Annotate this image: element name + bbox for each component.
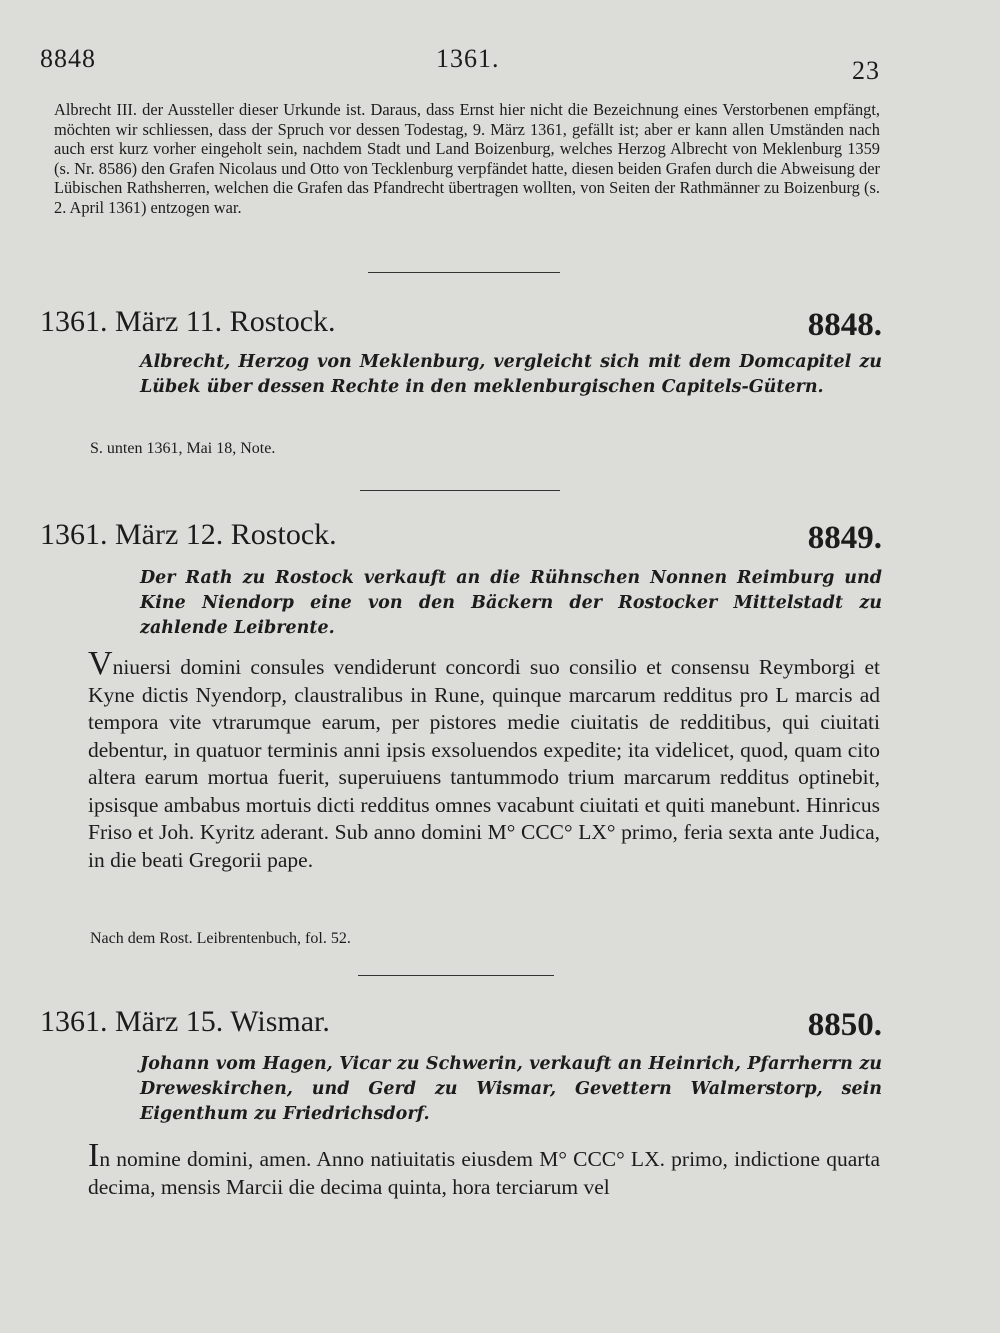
entry-date-place: 1361. März 11. Rostock. xyxy=(40,305,336,338)
charter-text: n nomine domini, amen. Anno natiuitatis eiusdem M° CCC° LX. primo, indictione quarta decima, mensis Marcii die decima quinta, hora terciarum vel xyxy=(88,1147,880,1199)
entry-8849-heading xyxy=(40,518,882,558)
header-year: 1361. xyxy=(436,44,500,73)
entry-8849-text xyxy=(88,645,880,874)
section-divider xyxy=(360,490,560,491)
entry-date-place: 1361. März 15. Wismar. xyxy=(40,1005,330,1038)
drop-capital: I xyxy=(88,1137,100,1174)
previous-document-note: Albrecht III. der Aussteller dieser Urkunde ist. Daraus, dass Ernst hier nicht die Bezeichnung eines Verstorbenen empfängt, möchten wir schliessen, dass der Spruch vor dessen Todestag, 9. März 1361, gefällt ist; aber er kann allen Umständen nach auch erst kurz vorher eingeholt sein, nachdem Stadt und Land Boizenburg, welches Herzog Albrecht von Meklenburg 1359 (s. Nr. 8586) den Grafen Nicolaus und Otto von Tecklenburg verpfändet hatte, diesen beiden Grafen durch die Abweisung der Lübischen Rathsherren, welchen die Grafen das Pfandrecht übertragen wollten, von Seiten der Rathmänner zu Boizenburg (s. 2. April 1361) entzogen war. xyxy=(54,100,880,217)
charter-text: niuersi domini consules vendiderunt concordi suo consilio et consensu Reymborgi et Kyne dictis Nyendorp, claustralibus in Rune, quinque marcarum redditus pro L marcis ad tempora vite vtrarumque earum, per pistores medie ciuitatis de redditibus, qui ciuitati debentur, in quatuor terminis anni ipsis exsoluendos expedite; ita videlicet, quod, quam cito altera earum mortua fuerit, superuiuens tantummodo trium marcarum redditus optinebit, ipsisque ambabus mortuis dicti redditus omnes vacabunt ciuitati et quiti manebunt. Hinricus Friso et Joh. Kyritz aderant. Sub anno domini M° CCC° LX° primo, feria sexta ante Judica, in die beati Gregorii pape. xyxy=(88,655,880,872)
page-number: 23 xyxy=(852,56,880,85)
entry-number: 8848. xyxy=(807,307,882,343)
section-divider xyxy=(358,975,554,976)
entry-8848-heading xyxy=(40,305,882,345)
entry-8850-summary: Johann vom Hagen, Vicar zu Schwerin, verkauft an Heinrich, Pfarrherrn zu Dreweskirchen, und Gerd zu Wismar, Gevettern Walmerstorp, sein Eigenthum zu Friedrichsdorf. xyxy=(140,1054,882,1124)
header-document-number: 8848 xyxy=(40,44,96,73)
entry-8849-summary: Der Rath zu Rostock verkauft an die Rühnschen Nonnen Reimburg und Kine Niendorp eine von den Bäckern der Rostocker Mittelstadt zu zahlende Leibrente. xyxy=(140,568,882,638)
entry-8850-heading xyxy=(40,1005,882,1045)
drop-capital: V xyxy=(88,645,113,682)
entry-number: 8849. xyxy=(807,520,882,556)
entry-8848-source: S. unten 1361, Mai 18, Note. xyxy=(90,440,276,457)
entry-8850-text xyxy=(88,1137,880,1201)
entry-8849-source: Nach dem Rost. Leibrentenbuch, fol. 52. xyxy=(90,930,351,947)
section-divider xyxy=(368,272,560,273)
entry-date-place: 1361. März 12. Rostock. xyxy=(40,518,337,551)
entry-8848-summary: Albrecht, Herzog von Meklenburg, vergleicht sich mit dem Domcapitel zu Lübek über dessen Rechte in den meklenburgischen Capitels-Gütern. xyxy=(140,352,882,397)
entry-number: 8850. xyxy=(807,1007,882,1043)
